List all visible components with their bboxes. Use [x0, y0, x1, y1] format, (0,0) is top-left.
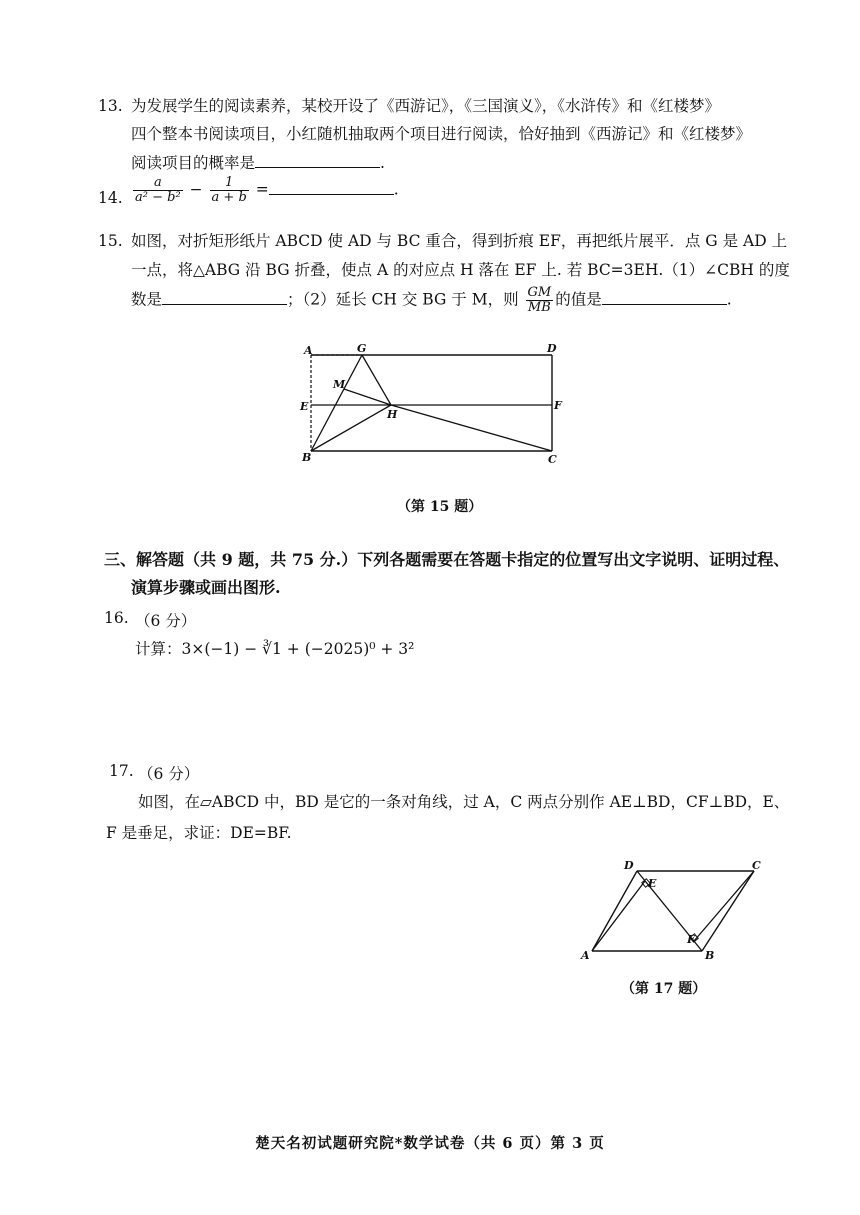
q15-label-M: M	[333, 378, 346, 391]
q14-minus: −	[189, 180, 203, 199]
page-footer: 楚天名初试题研究院*数学试卷（共 6 页）第 3 页	[255, 1135, 605, 1152]
section3-heading-line1: 三、解答题（共 9 题，共 75 分.）下列各题需要在答题卡指定的位置写出文字说明、证明过程、	[104, 550, 790, 569]
q14-fraction-1: $\frac{a}{\text{a² − b²}}$	[135, 175, 181, 205]
q13-line2: 四个整本书阅读项目，小红随机抽取两个项目进行阅读，恰好抽到《西游记》和《红楼梦》	[131, 125, 752, 143]
q15-line3-b: ；（2）延长 CH 交 BG 于 M，则	[287, 290, 519, 309]
q15-line3-c: 的值是	[555, 290, 602, 309]
q15-label-E: E	[300, 400, 309, 413]
q17-number: 17.	[109, 762, 134, 780]
q15-label-H: H	[387, 408, 398, 421]
q15-label-C: C	[548, 453, 557, 465]
q14-answer-blank[interactable]	[269, 178, 394, 195]
q15-label-D: D	[547, 342, 557, 355]
q13-answer-blank[interactable]	[255, 151, 380, 168]
q17-label-B: B	[705, 949, 715, 962]
q15-answer-blank-2[interactable]	[602, 288, 727, 305]
q15-label-A: A	[304, 344, 313, 357]
q16-expression: 计算：3×(−1) − ∛1 + (−2025)⁰ + 3²	[135, 640, 415, 658]
q17-caption: （第 17 题）	[621, 981, 707, 997]
q15-line3-a: 数是	[131, 290, 163, 309]
q16-score: （6 分）	[135, 612, 197, 630]
q15-line3	[131, 286, 732, 326]
q13-line1: 为发展学生的阅读素养，某校开设了《西游记》，《三国演义》，《水浒传》和《红楼梦》	[131, 97, 721, 115]
q17-label-F: F	[687, 933, 695, 946]
q17-label-A: A	[581, 949, 590, 962]
q13-line3	[131, 151, 385, 174]
q14-expression	[131, 176, 399, 216]
q15-line1: 如图，对折矩形纸片 ABCD 使 AD 与 BC 重合，得到折痕 EF，再把纸片展平．点 G 是 AD 上	[131, 232, 788, 250]
q15-label-B: B	[302, 451, 312, 464]
q15-label-F: F	[554, 399, 562, 412]
q15-fraction: $\frac{GM}{MB}$	[527, 285, 552, 315]
q17-figure	[577, 855, 767, 965]
q13-number: 13.	[98, 97, 123, 115]
q14-equals: =	[255, 180, 269, 199]
q15-line2: 一点，将△ABG 沿 BG 折叠，使点 A 的对应点 H 落在 EF 上. 若 BC=3EH.（1）∠CBH 的度	[131, 261, 790, 279]
q15-caption: （第 15 题）	[397, 499, 483, 515]
q17-label-E: E	[648, 877, 657, 890]
q17-line1: 如图，在▱ABCD 中，BD 是它的一条对角线，过 A，C 两点分别作 AE⊥BD，CF⊥BD，E、	[138, 793, 790, 811]
q13-end: .	[380, 154, 385, 172]
q17-label-D: D	[624, 859, 634, 872]
q15-end: .	[726, 290, 732, 309]
q17-line2: F 是垂足，求证：DE=BF.	[106, 824, 292, 842]
q15-label-G: G	[357, 342, 367, 355]
section3-heading-line2: 演算步骤或画出图形.	[131, 578, 281, 597]
q15-figure	[295, 340, 570, 465]
q15-answer-blank-1[interactable]	[162, 288, 287, 305]
q14-end: .	[393, 180, 399, 199]
q16-number: 16.	[104, 609, 129, 627]
q17-label-C: C	[752, 859, 761, 872]
q14-fraction-2: $\frac{1}{a + b}$	[211, 175, 247, 205]
q17-score: （6 分）	[138, 765, 200, 783]
q14-number: 14.	[98, 189, 123, 207]
q13-line3-text: 阅读项目的概率是	[131, 154, 256, 172]
q15-number: 15.	[98, 232, 123, 250]
